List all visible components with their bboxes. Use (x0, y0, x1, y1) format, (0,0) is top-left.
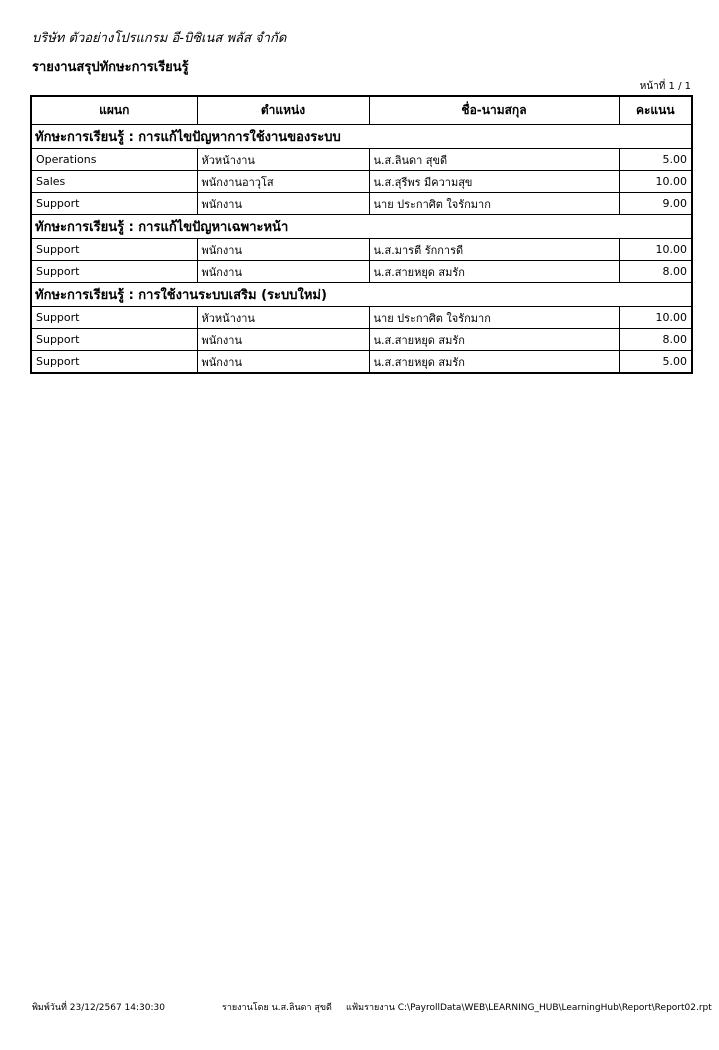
cell-name: น.ส.มารตี รักการดี (369, 239, 619, 261)
cell-position: พนักงาน (197, 239, 369, 261)
cell-score: 10.00 (619, 171, 692, 193)
cell-score: 8.00 (619, 329, 692, 351)
cell-name: น.ส.สายหยุด สมรัก (369, 261, 619, 283)
table-row (31, 307, 692, 329)
group-title: ทักษะการเรียนรู้ : การแก้ไขปัญหาการใช้งานของระบบ (31, 125, 692, 149)
footer-print-date: พิมพ์วันที่ 23/12/2567 14:30:30 (32, 1003, 165, 1013)
cell-position: หัวหน้างาน (197, 149, 369, 171)
cell-name: น.ส.สายหยุด สมรัก (369, 351, 619, 374)
table-row (31, 351, 692, 374)
cell-position: หัวหน้างาน (197, 307, 369, 329)
table-row (31, 193, 692, 215)
cell-position: พนักงาน (197, 261, 369, 283)
cell-score: 10.00 (619, 239, 692, 261)
cell-position: พนักงาน (197, 329, 369, 351)
company-name: บริษัท ตัวอย่างโปรแกรม อี-บิซิเนส พลัส จำกัด (32, 31, 287, 46)
column-header-department: แผนก (31, 96, 197, 125)
cell-department: Sales (31, 171, 197, 193)
group-header (31, 283, 692, 307)
cell-name: นาย ประกาศิต ใจรักมาก (369, 193, 619, 215)
table-row (31, 171, 692, 193)
report-title: รายงานสรุปทักษะการเรียนรู้ (32, 60, 189, 75)
cell-score: 10.00 (619, 307, 692, 329)
table-row (31, 261, 692, 283)
report-table (30, 95, 693, 374)
cell-name: นาย ประกาศิต ใจรักมาก (369, 307, 619, 329)
cell-department: Support (31, 351, 197, 374)
group-header (31, 125, 692, 149)
cell-name: น.ส.สุรีพร มีความสุข (369, 171, 619, 193)
table-row (31, 329, 692, 351)
cell-score: 5.00 (619, 351, 692, 374)
cell-name: น.ส.สายหยุด สมรัก (369, 329, 619, 351)
footer-file-path: แฟ้มรายงาน C:\PayrollData\WEB\LEARNING_HUB\LearningHub\Report\Report02.rpt (346, 1003, 712, 1013)
cell-department: Operations (31, 149, 197, 171)
cell-position: พนักงาน (197, 193, 369, 215)
cell-department: Support (31, 193, 197, 215)
table-row (31, 149, 692, 171)
cell-department: Support (31, 307, 197, 329)
cell-name: น.ส.ลินดา สุขดี (369, 149, 619, 171)
footer-reported-by: รายงานโดย น.ส.ลินดา สุขดี (222, 1003, 332, 1013)
table-row (31, 239, 692, 261)
cell-position: พนักงานอาวุโส (197, 171, 369, 193)
group-title: ทักษะการเรียนรู้ : การใช้งานระบบเสริม (ระบบใหม่) (31, 283, 692, 307)
table-header-row (31, 96, 692, 125)
group-title: ทักษะการเรียนรู้ : การแก้ไขปัญหาเฉพาะหน้า (31, 215, 692, 239)
cell-score: 9.00 (619, 193, 692, 215)
cell-score: 8.00 (619, 261, 692, 283)
group-header (31, 215, 692, 239)
cell-department: Support (31, 239, 197, 261)
column-header-score: คะแนน (619, 96, 692, 125)
cell-score: 5.00 (619, 149, 692, 171)
page-number: หน้าที่ 1 / 1 (639, 81, 691, 92)
cell-department: Support (31, 329, 197, 351)
cell-department: Support (31, 261, 197, 283)
column-header-position: ตำแหน่ง (197, 96, 369, 125)
cell-position: พนักงาน (197, 351, 369, 374)
column-header-name: ชื่อ-นามสกุล (369, 96, 619, 125)
